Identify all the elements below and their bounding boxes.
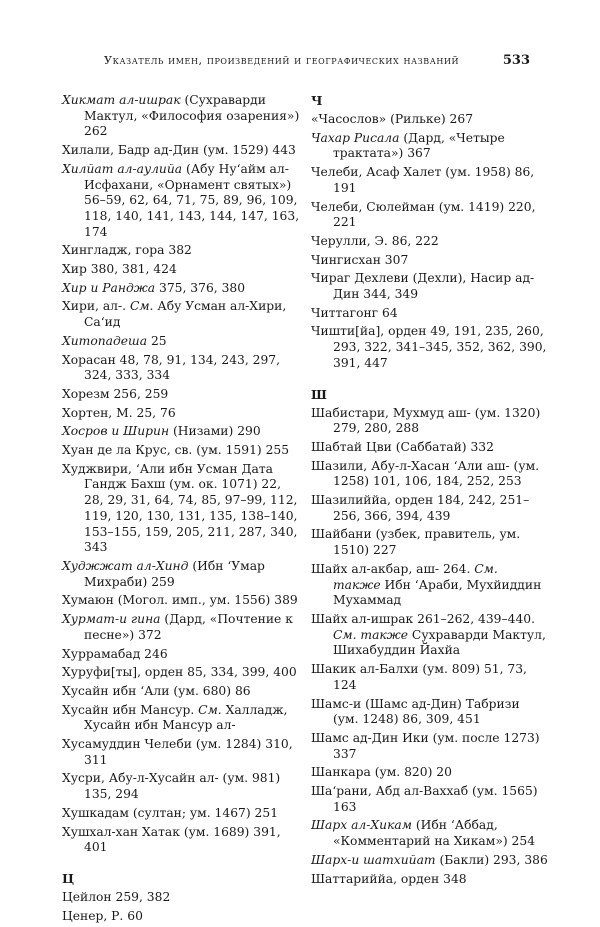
index-entry: Челеби, Асаф Халет (ум. 1958) 86, 191 [311, 165, 535, 195]
index-entry: Чингисхан 307 [311, 252, 409, 267]
letter-heading: Ш [311, 386, 327, 402]
running-title: Указатель имен, произведений и географических названий [104, 54, 460, 67]
index-entry: «Часослов» (Рильке) 267 [311, 112, 474, 126]
index-entry: Хорасан 48, 78, 91, 134, 243, 297, 324, 333, 334 [62, 352, 281, 383]
index-entry: Хорезм 256, 259 [62, 386, 169, 401]
index-entry: Челеби, Сюлейман (ум. 1419) 220, 221 [311, 199, 536, 230]
index-column-left [62, 93, 300, 927]
index-entry: Шабтай Цви (Саббатай) 332 [311, 439, 494, 454]
index-entry: Хусайн ибн Мансур. См. Халладж, Хусайн ибн Мансур ал- [62, 702, 288, 733]
running-header [104, 54, 530, 72]
index-entry: Хусайн ибн ‘Али (ум. 680) 86 [62, 683, 251, 698]
page-number: 533 [502, 53, 530, 68]
index-entry: Шакик ал-Балхи (ум. 809) 51, 73, 124 [311, 662, 527, 692]
index-entry: Чахар Рисала (Дард, «Четыре трактата») 367 [311, 130, 505, 161]
index-entry: Хуррамабад 246 [62, 646, 168, 661]
section-gap [62, 859, 300, 871]
index-entry: Шарх-и шатхийат (Бакли) 293, 386 [311, 852, 548, 867]
section-gap [311, 375, 549, 387]
index-entry: Шамс ад-Дин Ики (ум. после 1273) 337 [311, 730, 540, 761]
index-entry: Хир и Ранджа 375, 376, 380 [62, 280, 246, 295]
index-entry: Шамс-и (Шамс ад-Дин) Табризи (ум. 1248) 86, 309, 451 [311, 696, 520, 727]
index-entry: Хири, ал-. См. Абу Усман ал-Хири, Са‘ид [62, 299, 287, 330]
index-entry: Хусри, Абу-л-Хусайн ал- (ум. 981) 135, 294 [62, 771, 281, 802]
index-entry: Цейлон 259, 382 [62, 889, 171, 904]
index-entry: Хумаюн (Могол. имп., ум. 1556) 389 [62, 593, 298, 608]
index-entry: Шабистари, Мухмуд аш- (ум. 1320) 279, 280, 288 [311, 405, 541, 436]
index-entry: Читтагонг 64 [311, 305, 398, 320]
index-entry: Хингладж, гора 382 [62, 243, 192, 258]
index-entry: Хушхал-хан Хатак (ум. 1689) 391, 401 [62, 824, 281, 855]
index-entry: Хуан де ла Крус, св. (ум. 1591) 255 [62, 443, 290, 458]
index-entry: Хикмат ал-ишрак (Сухраварди Мактул, «Философия озарения») 262 [62, 93, 300, 139]
index-entry: Хилали, Бадр ад-Дин (ум. 1529) 443 [62, 143, 296, 158]
index-entry: Шаттариййа, орден 348 [311, 871, 467, 886]
letter-heading: Ч [311, 93, 323, 108]
index-entry: Чишти[йа], орден 49, 191, 235, 260, 293, 322, 341–345, 352, 362, 390, 391, 447 [311, 324, 547, 370]
index-entry: Хусамуддин Челеби (ум. 1284) 310, 311 [62, 737, 293, 767]
index-entry: Худжжат ал-Хинд (Ибн ‘Умар Михраби) 259 [62, 558, 265, 589]
index-entry: Шазили, Абу-л-Хасан ‘Али аш- (ум. 1258) 101, 106, 184, 252, 253 [311, 458, 540, 489]
letter-heading: Ц [62, 870, 75, 886]
index-column-right [311, 93, 549, 890]
index-entry: Хортен, М. 25, 76 [62, 405, 176, 420]
index-entry: Хитопадеша 25 [62, 333, 167, 348]
index-entry: Шанкара (ум. 820) 20 [311, 765, 452, 780]
index-entry: Шазилиййа, орден 184, 242, 251–256, 366, 394, 439 [311, 493, 530, 523]
index-entry: Хушкадам (султан; ум. 1467) 251 [62, 805, 279, 820]
index-entry: Хосров и Ширин (Низами) 290 [62, 424, 261, 439]
index-entry: Черулли, Э. 86, 222 [311, 233, 439, 248]
index-entry: Шайх ал-акбар, аш- 264. См. также Ибн ‘Араби, Мухйиддин Мухаммад [311, 561, 542, 608]
index-entry: Хилйат ал-аулийа (Абу Ну‘айм ал-Исфахани, «Орнамент святых») 56–59, 62, 64, 71, 75, 89, 96, 109, 118, 140, 141, 143, 144, 147, 163, 174 [62, 161, 300, 239]
index-entry: Хуруфи[ты], орден 85, 334, 399, 400 [62, 665, 297, 680]
index-entry: Чираг Дехлеви (Дехли), Насир ад-Дин 344, 349 [311, 271, 535, 302]
index-entry: Ша‘рани, Абд ал-Ваххаб (ум. 1565) 163 [311, 784, 538, 814]
index-entry: Хир 380, 381, 424 [62, 262, 177, 277]
index-entry: Шарх ал-Хикам (Ибн ‘Аббад, «Комментарий на Хикам») 254 [311, 818, 536, 849]
index-entry: Хурмат-и гина (Дард, «Почтение к песне») 372 [62, 612, 293, 642]
index-entry: Худжвири, ‘Али ибн Усман Дата Гандж Бахш (ум. ок. 1071) 22, 28, 29, 31, 64, 74, 85, 97–99, 112, 119, 120, 130, 131, 135, 138–140, 153–155, 159, 205, 211, 287, 340, 343 [62, 461, 298, 555]
index-entry: Ценер, Р. 60 [62, 908, 143, 923]
index-entry: Шайбани (узбек, правитель, ум. 1510) 227 [311, 527, 521, 558]
index-entry: Шайх ал-ишрак 261–262, 439–440. См. также Сухраварди Мактул, Шихабуддин Йахйа [311, 611, 546, 658]
